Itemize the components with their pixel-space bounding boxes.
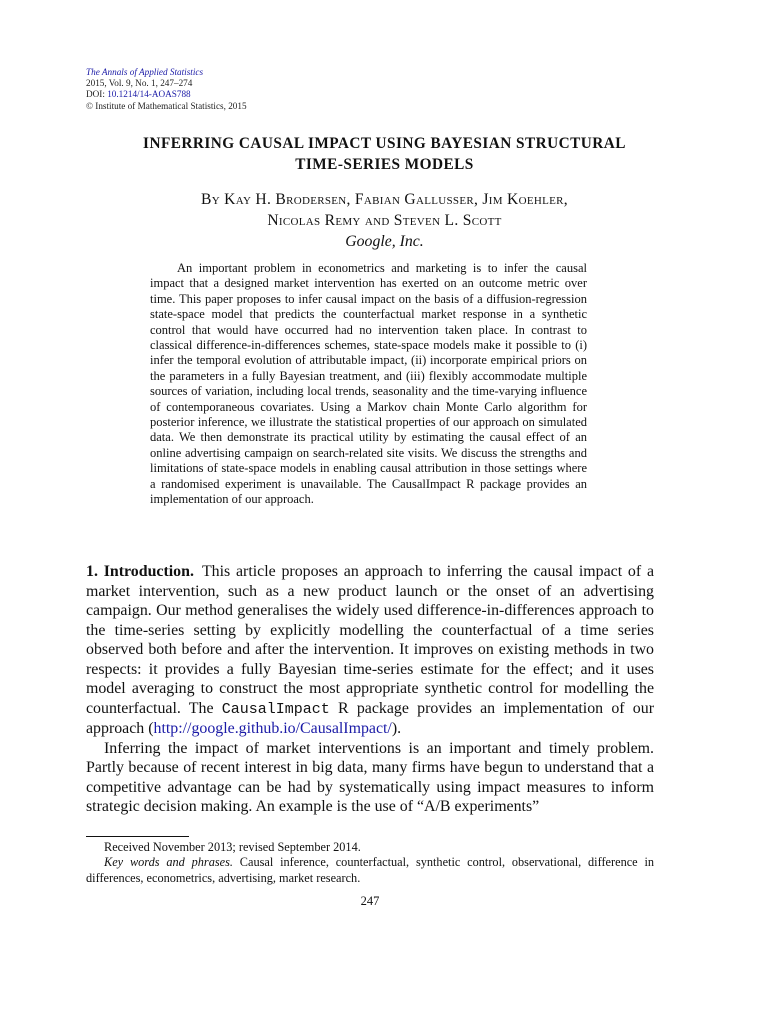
intro-paragraph-1 [86, 562, 654, 739]
keywords-note [86, 855, 654, 886]
section-heading: 1. Introduction. [86, 563, 194, 580]
author-list [86, 189, 683, 231]
footnote-rule [86, 836, 189, 837]
keywords-label: Key words and phrases. [104, 855, 233, 870]
title-line-2: TIME-SERIES MODELS [295, 156, 474, 173]
package-url-link[interactable]: http://google.github.io/CausalImpact/ [153, 720, 392, 737]
title-line-1: INFERRING CAUSAL IMPACT USING BAYESIAN STRUCTURAL [143, 135, 626, 152]
journal-header [86, 67, 486, 112]
intro-paragraph-2: Inferring the impact of market interventions is an important and timely problem. Partly because of recent interest in big data, many firms have begun to understand that a competitive advantage can be had by systematically using impact measures to inform strategic decision making. An example is the use of “A/B experiments” [86, 739, 654, 815]
journal-copyright: © Institute of Mathematical Statistics, 2015 [86, 100, 247, 111]
keywords-text: Causal inference, counterfactual, synthetic control, observational, difference in differences, econometrics, advertising, market research. [86, 855, 655, 885]
intro-text-b: R package provides an implementation of our approach ( [86, 699, 654, 737]
received-note: Received November 2013; revised September 2014. [104, 840, 361, 854]
authors-line-1: By Kay H. Brodersen, Fabian Gallusser, Jim Koehler, [201, 191, 568, 208]
authors-line-2: Nicolas Remy and Steven L. Scott [267, 212, 502, 229]
intro-text-a: This article proposes an approach to inferring the causal impact of a market intervention, such as a new product launch or the onset of an advertising campaign. Our method generalises the widely used difference-in-differences approach to the time-series setting by explicitly modelling the counterfactual of a time series observed both before and after the intervention. It improves on existing methods in two respects: it provides a fully Bayesian time-series estimate for the effect; and it uses model averaging to construct the most appropriate synthetic control for modelling the counterfactual. The [86, 563, 654, 717]
journal-doi-line [86, 89, 486, 100]
page-number: 247 [360, 894, 380, 908]
package-name: CausalImpact [221, 700, 330, 718]
abstract: An important problem in econometrics and marketing is to infer the causal impact that a designed market intervention has exerted on an outcome metric over time. This paper proposes to infer causal impact on the basis of a diffusion-regression state-space model that predicts the counterfactual market response in a synthetic control that would have occurred had no intervention taken place. In contrast to classical difference-in-differences schemes, state-space models make it possible to (i) infer the temporal evolution of attributable impact, (ii) incorporate empirical priors on the parameters in a fully Bayesian treatment, and (iii) flexibly accommodate multiple sources of variation, including local trends, seasonality and the time-varying influence of contemporaneous covariates. Using a Markov chain Monte Carlo algorithm for posterior inference, we illustrate the statistical properties of our approach on simulated data. We then demonstrate its practical utility by estimating the causal effect of an online advertising campaign on search-related site visits. We discuss the strengths and limitations of state-space models in enabling causal attribution in those settings where a randomised experiment is unavailable. The CausalImpact R package provides an implementation of our approach. [150, 261, 587, 507]
introduction-section [86, 562, 654, 817]
doi-link[interactable]: 10.1214/14-AOAS788 [107, 89, 191, 100]
affiliation: Google, Inc. [345, 233, 424, 250]
intro-text-c: ). [391, 720, 402, 737]
journal-volume: 2015, Vol. 9, No. 1, 247–274 [86, 78, 193, 89]
footnotes [86, 840, 654, 886]
doi-label: DOI: [86, 89, 108, 100]
journal-name: The Annals of Applied Statistics [86, 67, 204, 77]
paper-title [86, 133, 683, 175]
